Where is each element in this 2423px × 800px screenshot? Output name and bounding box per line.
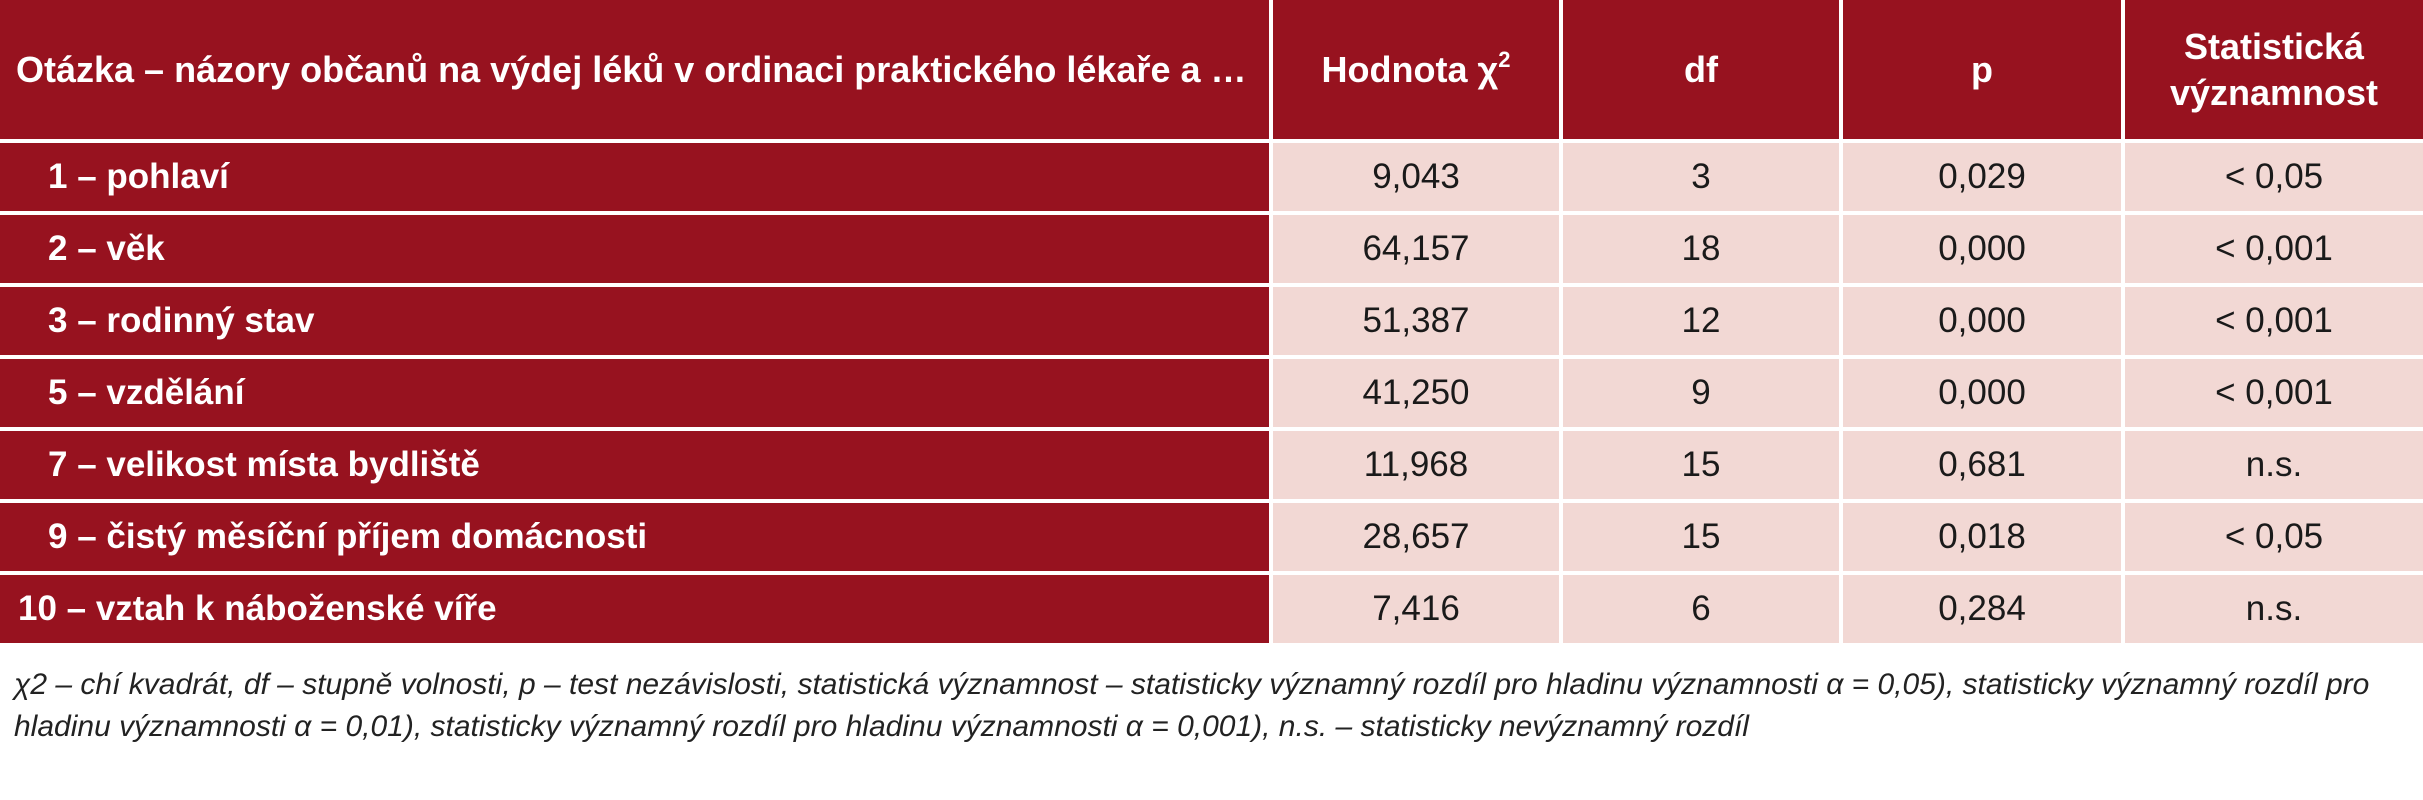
row-significance-value: n.s. — [2123, 573, 2423, 645]
row-df-value: 6 — [1561, 573, 1841, 645]
table-row — [0, 429, 2423, 501]
row-df-value: 3 — [1561, 141, 1841, 213]
table-row — [0, 573, 2423, 645]
row-significance-value: < 0,05 — [2123, 501, 2423, 573]
row-significance-value: < 0,001 — [2123, 357, 2423, 429]
row-label: 2 – věk — [0, 213, 1271, 285]
row-df-value: 18 — [1561, 213, 1841, 285]
header-chi-label: Hodnota χ — [1321, 48, 1499, 90]
row-significance-value: < 0,001 — [2123, 285, 2423, 357]
row-p-value: 0,000 — [1841, 213, 2123, 285]
row-chi-value: 9,043 — [1271, 141, 1561, 213]
row-df-value: 15 — [1561, 429, 1841, 501]
row-p-value: 0,000 — [1841, 357, 2123, 429]
row-label: 9 – čistý měsíční příjem domácnosti — [0, 501, 1271, 573]
table-footnote: χ2 – chí kvadrát, df – stupně volnosti, p – test nezávislosti, statistická významnost – statisticky významný rozdíl pro hladinu významnosti α = 0,05), statisticky významný rozdíl pro hladinu významnosti α = 0,01), statisticky významný rozdíl pro hladinu významnosti α = 0,001), n.s. – statisticky nevýznamný rozdíl — [14, 668, 2370, 743]
row-df-value: 9 — [1561, 357, 1841, 429]
row-significance-value: n.s. — [2123, 429, 2423, 501]
row-p-value: 0,018 — [1841, 501, 2123, 573]
row-label: 1 – pohlaví — [0, 141, 1271, 213]
header-df: df — [1561, 0, 1841, 141]
row-chi-value: 51,387 — [1271, 285, 1561, 357]
row-chi-value: 41,250 — [1271, 357, 1561, 429]
row-significance-value: < 0,001 — [2123, 213, 2423, 285]
row-label: 3 – rodinný stav — [0, 285, 1271, 357]
row-df-value: 12 — [1561, 285, 1841, 357]
row-label: 7 – velikost místa bydliště — [0, 429, 1271, 501]
header-question: Otázka – názory občanů na výdej léků v ordinaci praktického lékaře a … — [0, 0, 1271, 141]
table-row — [0, 285, 2423, 357]
row-p-value: 0,000 — [1841, 285, 2123, 357]
table-header-row — [0, 0, 2423, 141]
header-chi-square — [1271, 0, 1561, 141]
row-p-value: 0,681 — [1841, 429, 2123, 501]
row-p-value: 0,284 — [1841, 573, 2123, 645]
table-row — [0, 501, 2423, 573]
row-chi-value: 28,657 — [1271, 501, 1561, 573]
row-label: 5 – vzdělání — [0, 357, 1271, 429]
row-chi-value: 64,157 — [1271, 213, 1561, 285]
table-row — [0, 213, 2423, 285]
table-row — [0, 141, 2423, 213]
row-chi-value: 11,968 — [1271, 429, 1561, 501]
header-p: p — [1841, 0, 2123, 141]
header-significance: Statistická významnost — [2123, 0, 2423, 141]
table-row — [0, 357, 2423, 429]
row-label: 10 – vztah k náboženské víře — [0, 573, 1271, 645]
row-chi-value: 7,416 — [1271, 573, 1561, 645]
row-significance-value: < 0,05 — [2123, 141, 2423, 213]
header-chi-superscript: 2 — [1498, 46, 1511, 72]
row-p-value: 0,029 — [1841, 141, 2123, 213]
row-df-value: 15 — [1561, 501, 1841, 573]
